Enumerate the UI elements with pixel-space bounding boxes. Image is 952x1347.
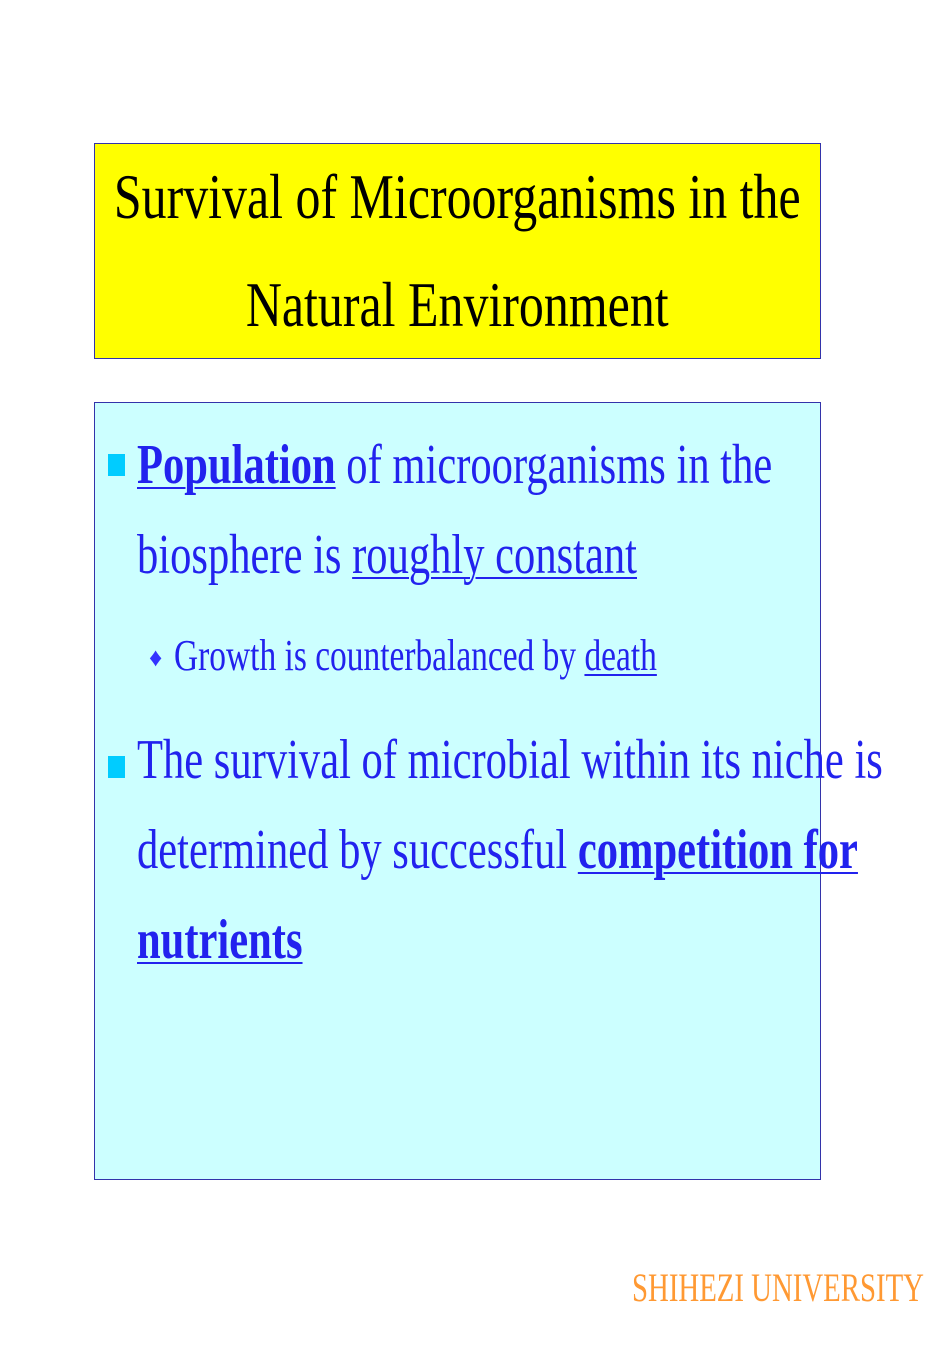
title-line-2: Natural Environment	[246, 269, 669, 340]
bullet-1-line-2	[137, 523, 637, 587]
bullet-2-text: determined by successful	[137, 819, 578, 881]
nutrients-term: nutrients	[137, 909, 303, 971]
slide-title	[114, 143, 801, 359]
diamond-bullet-icon: ♦	[149, 643, 163, 672]
bullet-1-line-1	[137, 433, 772, 497]
sub-bullet-text: Growth is counterbalanced by	[174, 631, 585, 680]
bullet-2-line-2	[137, 818, 858, 882]
university-footer: SHIHEZI UNIVERSITY	[632, 1265, 924, 1310]
death-term: death	[584, 631, 657, 680]
roughly-constant-term: roughly constant	[352, 524, 637, 586]
bullet-2-line-3	[137, 908, 303, 972]
population-term: Population	[137, 434, 336, 496]
slide-title-box	[94, 143, 821, 359]
bullet-2-line-1: The survival of microbial within its niche is	[137, 729, 883, 791]
slide-content-box	[94, 402, 883, 1180]
bullet-square-icon	[108, 454, 125, 476]
bullet-square-icon	[108, 756, 125, 778]
sub-bullet-line	[174, 630, 657, 681]
bullet-1-text-a: of microorganisms in the	[335, 434, 773, 496]
bullet-1-text-b: biosphere is	[137, 524, 353, 586]
competition-term: competition for	[577, 819, 858, 881]
title-line-1: Survival of Microorganisms in the	[114, 161, 801, 232]
